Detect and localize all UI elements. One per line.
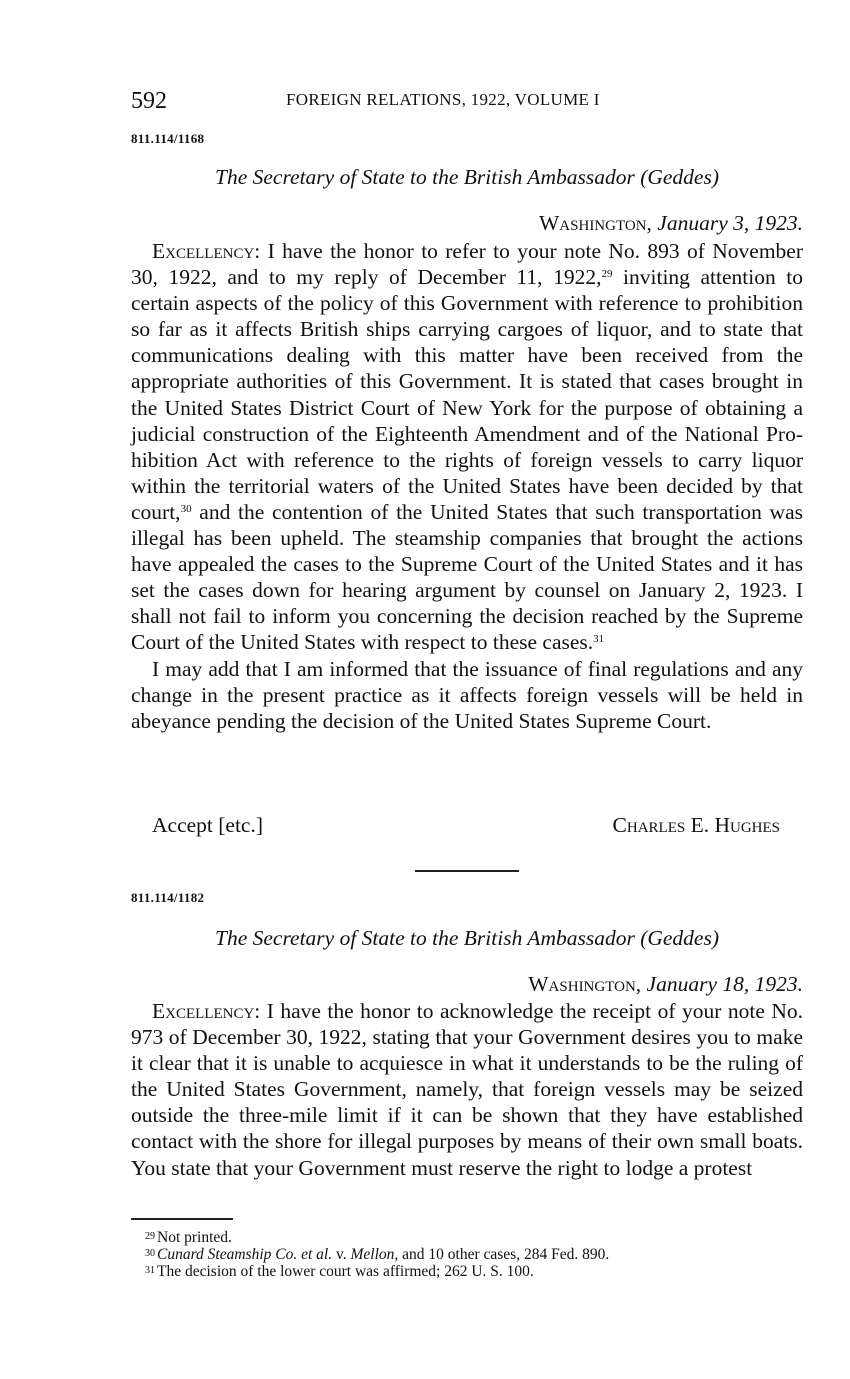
dateline-place: Washington, [528,972,642,996]
running-title: FOREIGN RELATIONS, 1922, VOLUME I [286,90,600,109]
salutation: Excellency [152,999,255,1023]
dateline-date: January 18, 1923. [646,972,803,996]
salutation: Excellency [152,239,255,263]
letter-body [131,238,803,734]
document-title: The Secretary of State to the British Ambassador (Geddes) [215,165,719,189]
footnote: $^{30}$ Cunard Steamship Co. et al. v. Mellon, and 10 other cases, 284 Fed. 890. [145,1246,610,1263]
paragraph: I may add that I am informed that the issuance of final regulations and any change in the present practice as it affects foreign vessels will be held in abeyance pending the decision of the United States Supreme Court. [131,656,803,733]
dateline [539,211,803,236]
signature: Charles E. Hughes [612,813,780,837]
footnote: $^{29}$ Not printed. [145,1229,232,1246]
letter-body [131,998,803,1181]
footnote: $^{31}$ The decision of the lower court was affirmed; 262 U. S. 100. [145,1263,534,1280]
paragraph: Excellency: I have the honor to refer to your note No. 893 of November 30, 1922, and to my reply of December 11, 1922,29 inviting attention to certain aspects of the policy of this Government with reference to prohibition so far as it affects British ships carrying cargoes of liquor, and to state that communications dealing with this matter have been received from the appropriate authorities of this Government. It is stated that cases brought in the United States District Court of New York for the purpose of obtaining a judicial construction of the Eighteenth Amendment and of the National Prohibition Act with reference to the rights of foreign vessels to carry liquor within the territorial waters of the United States have been decided by that court,$^{30}$ and the contention of the United States that such transportation was illegal has been upheld. The steamship companies that brought the actions have appealed the cases to the Supreme Court of the United States and it has set the cases down for hearing argument by counsel on January 2, 1923. I shall not fail to inform you concerning the decision reached by the Supreme Court of the United States with respect to these cases.$^{31}$ [131,239,803,655]
footnote-divider [131,1218,233,1220]
dateline [528,972,803,997]
page-number: 592 [131,88,167,114]
document-title: The Secretary of State to the British Ambassador (Geddes) [215,926,719,950]
paragraph: Excellency: I have the honor to acknowledge the receipt of your note No. 973 of December 30, 1922, stating that your Government desires you to make it clear that it is unable to acquiesce in what it understands to be the ruling of the United States Government, namely, that foreign vessels may be seized outside the three-mile limit if it can be shown that they have established contact with the shore for illegal purposes by means of their own small boats. You state that your Government must reserve the right to lodge a protest [131,999,803,1180]
footnote-ref: 31 [593,633,605,646]
section-divider [415,870,519,872]
dateline-place: Washington, [539,211,652,235]
page-header [131,88,803,118]
footnotes [145,1229,609,1280]
footnote-ref: 29 [601,268,613,281]
file-number: 811.114/1182 [131,890,205,905]
dateline-date: January 3, 1923. [657,211,803,235]
footnote-ref: 30 [180,502,192,515]
complimentary-close: Accept [etc.] [152,813,264,837]
file-number: 811.114/1168 [131,131,205,146]
